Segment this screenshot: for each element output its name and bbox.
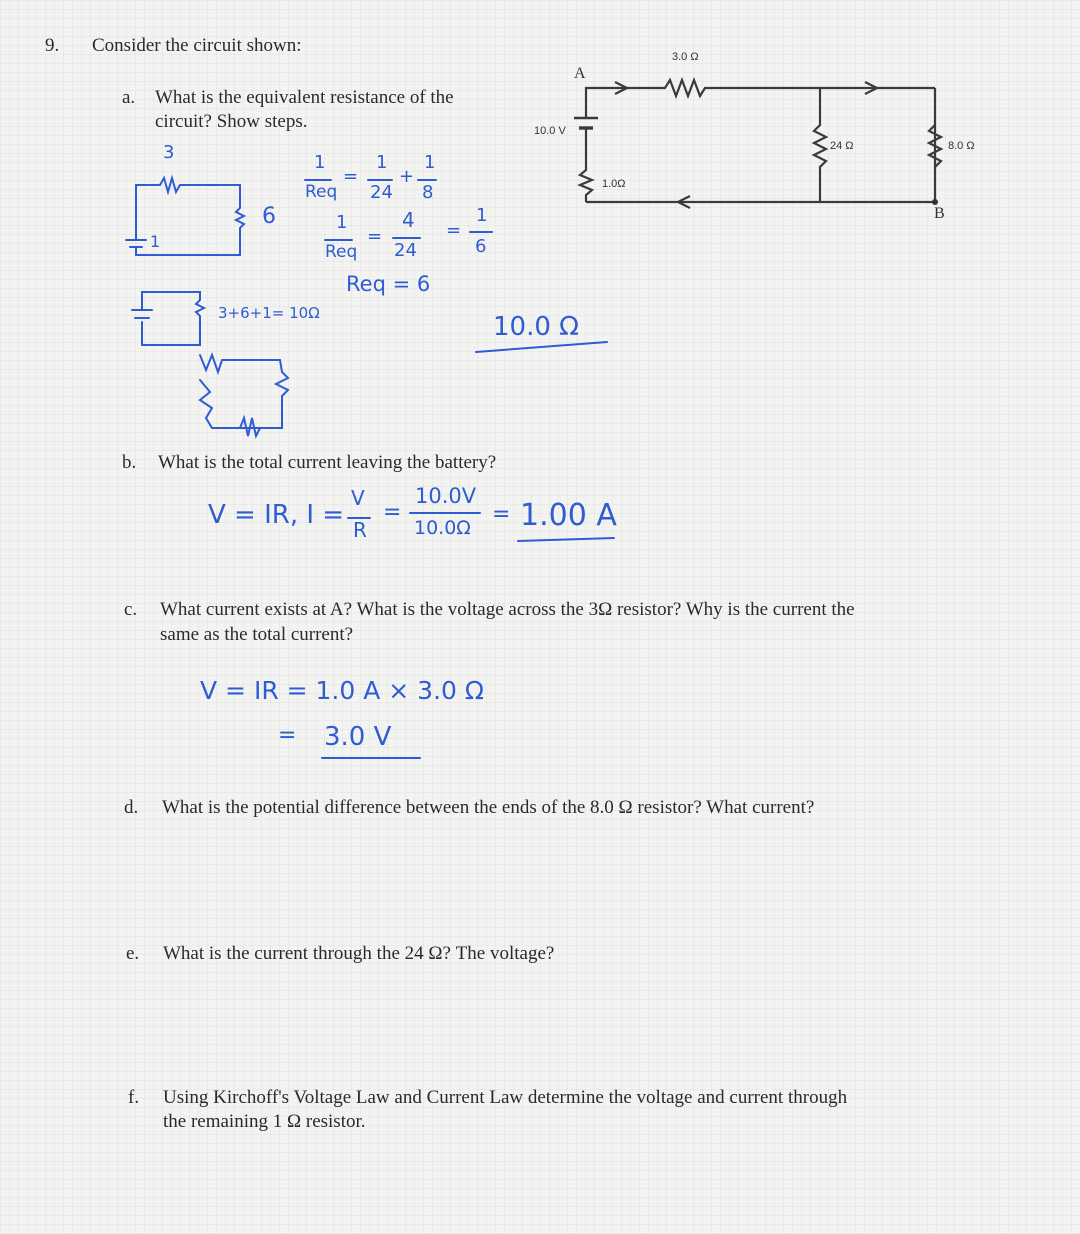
label-battery: 10.0 V	[534, 125, 566, 137]
hw-a-eq1-num3: 1	[424, 152, 436, 173]
hw-b-num: 10.0V	[415, 484, 477, 508]
part-c-line2: same as the total current?	[160, 624, 354, 645]
label-r-8: 8.0 Ω	[948, 140, 975, 152]
part-f-line2: the remaining 1 Ω resistor.	[163, 1111, 366, 1132]
part-a-letter: a.	[122, 87, 136, 108]
hw-a-eq1-plus: +	[399, 166, 415, 187]
hw-a-sketch-1: 1	[150, 232, 161, 251]
part-c-letter: c.	[124, 599, 138, 620]
part-f-line1: Using Kirchoff's Voltage Law and Current Law determine the voltage and current through	[163, 1087, 848, 1108]
hw-a-sketch-3: 3	[163, 142, 175, 163]
hw-b-equals2: =	[492, 502, 511, 527]
question-stem: Consider the circuit shown:	[92, 35, 302, 56]
hw-a-eq2-num3: 1	[476, 205, 488, 226]
label-r-internal: 1.0Ω	[602, 178, 626, 190]
part-b-text: What is the total current leaving the battery?	[158, 452, 497, 473]
hw-b-ohm: V = IR, I =	[208, 500, 345, 530]
part-b-letter: b.	[122, 452, 137, 473]
hw-a-sketch-6: 6	[262, 204, 276, 229]
label-r-24: 24 Ω	[830, 140, 854, 152]
hw-a-eq1-den3: 8	[422, 182, 434, 203]
hw-b-r: R	[353, 518, 367, 542]
hw-a-answer: 10.0 Ω	[493, 312, 580, 342]
part-c-line1: What current exists at A? What is the voltage across the 3Ω resistor? Why is the current the	[160, 599, 855, 620]
part-a-line1: What is the equivalent resistance of the	[155, 87, 454, 108]
label-node-a: A	[574, 65, 586, 82]
label-node-b: B	[934, 205, 945, 222]
part-f-letter: f.	[128, 1087, 140, 1108]
hw-a-req: Req = 6	[346, 272, 431, 296]
hw-a-eq2-equals: =	[367, 226, 383, 247]
hw-a-eq2-den2: 24	[394, 240, 417, 261]
part-a-line2: circuit? Show steps.	[155, 111, 308, 132]
hw-a-eq1-equals: =	[343, 166, 359, 187]
question-number: 9.	[45, 35, 60, 56]
part-d-letter: d.	[124, 797, 139, 818]
hw-a-eq1-den2: 24	[370, 182, 393, 203]
hw-a-eq2-den3: 6	[475, 236, 487, 257]
hw-b-den: 10.0Ω	[414, 517, 471, 539]
hw-c-line2: 3.0 V	[324, 722, 392, 752]
hw-c-line1: V = IR = 1.0 A × 3.0 Ω	[200, 676, 484, 705]
hw-c-equals: =	[278, 723, 297, 748]
label-r-series: 3.0 Ω	[672, 51, 699, 63]
hw-b-equals1: =	[383, 500, 402, 525]
hw-a-eq2-den1: Req	[325, 242, 358, 262]
hw-a-sum: 3+6+1= 10Ω	[218, 304, 320, 322]
hw-a-eq2-num1: 1	[336, 212, 348, 233]
part-e-text: What is the current through the 24 Ω? The voltage?	[163, 943, 555, 964]
part-d-text: What is the potential difference between the ends of the 8.0 Ω resistor? What current?	[162, 797, 815, 818]
hw-a-eq2-equals2: =	[446, 220, 462, 241]
hw-a-eq1-den1: Req	[305, 182, 338, 202]
hw-b-answer: 1.00 A	[520, 498, 617, 533]
hw-a-eq2-num2: 4	[402, 208, 415, 232]
hw-a-eq1-num1: 1	[314, 152, 326, 173]
hw-b-v: V	[351, 486, 365, 510]
part-e-letter: e.	[126, 943, 140, 964]
hw-a-eq1-num2: 1	[376, 152, 388, 173]
